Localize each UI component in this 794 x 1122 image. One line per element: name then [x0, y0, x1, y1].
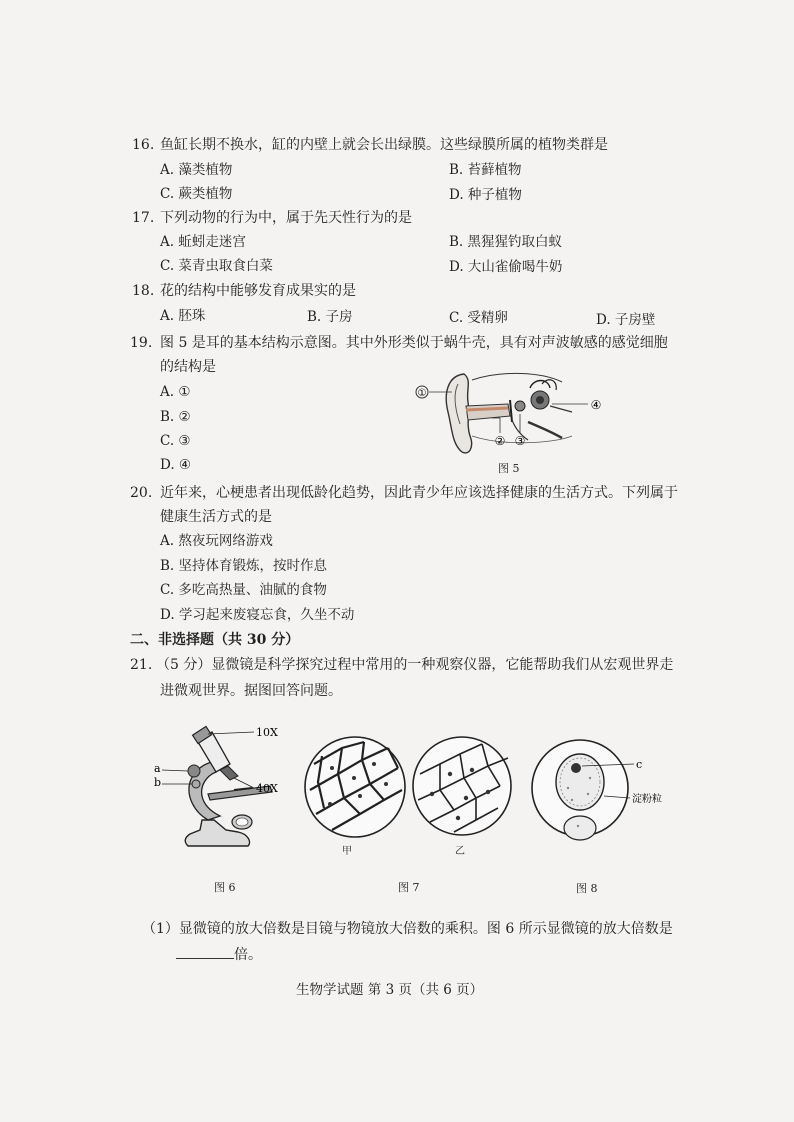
second-cell: [564, 816, 596, 840]
q16-option-a: A. 藻类植物: [160, 162, 233, 178]
q21-sub1-line2: [176, 944, 262, 964]
label-jia: 甲: [342, 846, 352, 857]
q19-option-b: B. ②: [160, 409, 191, 425]
eardrum: [510, 400, 512, 422]
cell-view-jia: [302, 734, 408, 840]
microscope-figure: [150, 722, 290, 857]
answer-blank[interactable]: [176, 944, 234, 959]
coarse-focus-knob: [188, 765, 200, 777]
ear-structure-figure: [412, 366, 612, 460]
label-b: b: [154, 776, 162, 789]
q20-option-c: C. 多吃高热量、油腻的食物: [160, 582, 327, 598]
q18-option-a: A. 胚珠: [160, 308, 206, 324]
q17-number: 17.: [132, 210, 155, 226]
q18-stem: 花的结构中能够发育成果实的是: [160, 283, 356, 299]
ear-canal: [466, 404, 510, 420]
q18-option-d: D. 子房壁: [596, 312, 656, 328]
fine-focus-knob: [192, 780, 200, 788]
q17-stem: 下列动物的行为中，属于先天性行为的是: [160, 210, 412, 226]
label-c: c: [636, 758, 643, 771]
q19-option-c: C. ③: [160, 433, 191, 449]
q16-option-d: D. 种子植物: [449, 187, 522, 203]
label-yi: 乙: [455, 846, 465, 857]
q16-option-b: B. 苔藓植物: [449, 162, 522, 178]
label-starch-grain: 淀粉粒: [632, 794, 662, 805]
semicircular-canals: [530, 381, 550, 389]
q19-stem-line2: 的结构是: [160, 359, 216, 375]
starch-cell-figure: [530, 738, 680, 842]
section-2-heading: 二、非选择题（共 30 分）: [130, 632, 300, 648]
q17-option-a: A. 蚯蚓走迷宫: [160, 234, 246, 250]
q16-option-c: C. 蕨类植物: [160, 186, 233, 202]
q21-sub1-suffix: 倍。: [234, 947, 262, 963]
label-10x: 10X: [256, 726, 278, 739]
q20-option-a: A. 熬夜玩网络游戏: [160, 533, 273, 549]
q20-option-d: D. 学习起来废寝忘食，久坐不动: [160, 607, 355, 623]
q21-number: 21.: [130, 657, 153, 673]
q17-option-b: B. 黑猩猩钓取白蚁: [449, 234, 563, 250]
fig5-label-3: ③: [514, 434, 526, 448]
q17-option-c: C. 菜青虫取食白菜: [160, 258, 273, 274]
q20-stem-line1: 近年来，心梗患者出现低龄化趋势，因此青少年应该选择健康的生活方式。下列属于: [160, 485, 678, 501]
label-40x: 40X: [256, 782, 278, 795]
q19-option-a: A. ①: [160, 384, 191, 400]
q20-option-b: B. 坚持体育锻炼，按时作息: [160, 558, 328, 574]
q18-option-c: C. 受精卵: [449, 310, 508, 326]
fig7-caption: 图 7: [398, 881, 420, 894]
q17-option-d: D. 大山雀偷喝牛奶: [449, 259, 563, 275]
cell-view-yi: [410, 734, 514, 838]
q21-stem-line1: （5 分）显微镜是科学探究过程中常用的一种观察仪器，它能帮助我们从宏观世界走: [156, 657, 674, 673]
q20-number: 20.: [130, 485, 153, 501]
starch-grain-c: [571, 763, 581, 773]
q16-stem: 鱼缸长期不换水，缸的内壁上就会长出绿膜。这些绿膜所属的植物类群是: [160, 137, 608, 153]
fig8-caption: 图 8: [576, 882, 598, 895]
fig6-caption: 图 6: [214, 881, 236, 894]
q18-option-b: B. 子房: [307, 309, 353, 325]
q18-number: 18.: [132, 283, 155, 299]
label-a: a: [154, 762, 161, 775]
q19-number: 19.: [130, 335, 153, 351]
q20-stem-line2: 健康生活方式的是: [160, 509, 272, 525]
fig5-label-2: ②: [494, 434, 506, 448]
fig5-caption: 图 5: [498, 462, 520, 475]
page-footer: 生物学试题 第 3 页（共 6 页）: [296, 982, 484, 998]
q16-number: 16.: [132, 137, 155, 153]
fig5-label-4: ④: [590, 398, 602, 412]
ossicles: [515, 401, 525, 411]
starch-cell-body: [556, 754, 604, 810]
q21-sub1-line1: （1）显微镜的放大倍数是目镜与物镜放大倍数的乘积。图 6 所示显微镜的放大倍数是: [142, 921, 673, 937]
fig5-label-1: ①: [417, 388, 427, 399]
q21-stem-line2: 进微观世界。据图回答问题。: [160, 683, 342, 699]
q19-option-d: D. ④: [160, 457, 192, 473]
q19-stem-line1: 图 5 是耳的基本结构示意图。其中外形类似于蜗牛壳，具有对声波敏感的感觉细胞: [160, 335, 668, 351]
